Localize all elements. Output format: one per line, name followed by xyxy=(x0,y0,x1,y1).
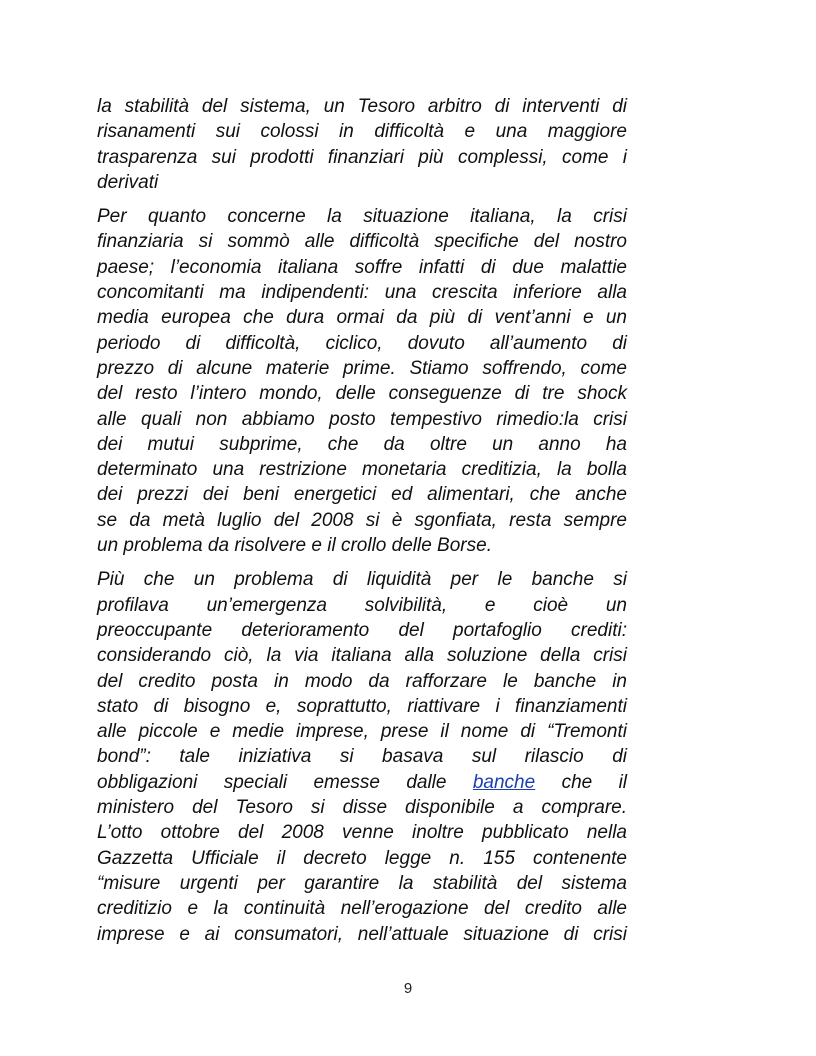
text-line: L’otto ottobre del 2008 venne inoltre pubblicato nella xyxy=(97,822,627,844)
text-line: ministero del Tesoro si disse disponibile a comprare. xyxy=(97,797,627,819)
text-line: dei prezzi dei beni energetici ed alimentari, che anche xyxy=(97,484,627,506)
text-line: prezzo di alcune materie prime. Stiamo soffrendo, come xyxy=(97,357,627,379)
text-line: alle quali non abbiamo posto tempestivo rimedio:la crisi xyxy=(97,408,627,430)
text-line: concomitanti ma indipendenti: una crescita inferiore alla xyxy=(97,282,627,304)
text-line: del credito posta in modo da rafforzare le banche in xyxy=(97,670,627,692)
text-line: bond”: tale iniziativa si basava sul rilascio di xyxy=(97,746,627,768)
text-line: Per quanto concerne la situazione italiana, la crisi xyxy=(97,206,627,228)
paragraph-2 xyxy=(97,204,627,558)
text-line: profilava un’emergenza solvibilità, e cioè un xyxy=(97,594,627,616)
text-line: dei mutui subprime, che da oltre un anno ha xyxy=(97,433,627,455)
text-line: preoccupante deterioramento del portafoglio crediti: xyxy=(97,619,627,641)
text-line: imprese e ai consumatori, nell’attuale situazione di crisi xyxy=(97,923,627,945)
text-line: del resto l’intero mondo, delle conseguenze di tre shock xyxy=(97,383,627,405)
text-line: determinato una restrizione monetaria creditizia, la bolla xyxy=(97,459,627,481)
text-line: considerando ciò, la via italiana alla soluzione della crisi xyxy=(97,645,627,667)
text-line: un problema da risolvere e il crollo delle Borse. xyxy=(97,535,492,557)
text-segment: obbligazioni speciali emesse dalle xyxy=(97,771,447,793)
text-line: se da metà luglio del 2008 si è sgonfiata, resta sempre xyxy=(97,509,627,531)
text-line: stato di bisogno e, soprattutto, riattivare i finanziamenti xyxy=(97,695,627,717)
text-segment: che il xyxy=(561,771,628,793)
text-line: derivati xyxy=(97,171,159,193)
document-body xyxy=(97,94,627,956)
text-line: paese; l’economia italiana soffre infatti di due malattie xyxy=(97,256,627,278)
text-line: finanziaria si sommò alle difficoltà specifiche del nostro xyxy=(97,231,627,253)
text-line: “misure urgenti per garantire la stabilità del sistema xyxy=(97,872,627,894)
page-number: 9 xyxy=(403,980,413,997)
text-line: trasparenza sui prodotti finanziari più complessi, come i xyxy=(97,146,627,168)
banche-link[interactable]: banche xyxy=(472,771,536,793)
text-line: Gazzetta Ufficiale il decreto legge n. 155 contenente xyxy=(97,847,627,869)
text-line: media europea che dura ormai da più di vent’anni e un xyxy=(97,307,627,329)
paragraph-3 xyxy=(97,567,627,946)
paragraph-1 xyxy=(97,94,627,195)
text-line: periodo di difficoltà, ciclico, dovuto all’aumento di xyxy=(97,332,627,354)
text-line: creditizio e la continuità nell’erogazione del credito alle xyxy=(97,898,627,920)
text-line: alle piccole e medie imprese, prese il nome di “Tremonti xyxy=(97,721,627,743)
text-line: la stabilità del sistema, un Tesoro arbitro di interventi di xyxy=(97,96,627,117)
text-line: Più che un problema di liquidità per le banche si xyxy=(97,569,627,591)
text-line: risanamenti sui colossi in difficoltà e una maggiore xyxy=(97,121,627,143)
text-line-with-link xyxy=(97,770,627,795)
